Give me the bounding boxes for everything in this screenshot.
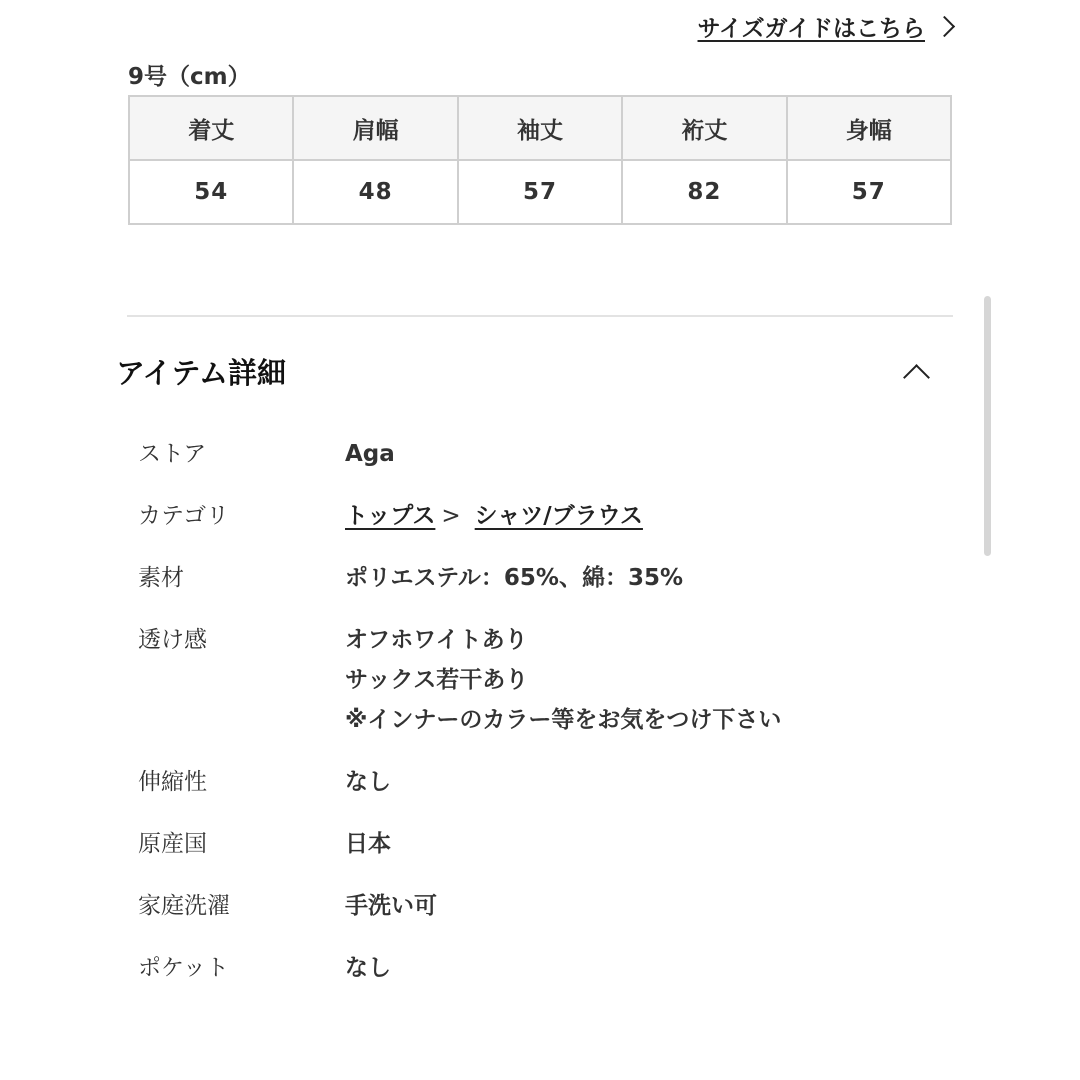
detail-row-store (138, 434, 938, 474)
detail-value: なし (345, 955, 391, 981)
detail-value: Aga (345, 441, 395, 467)
detail-value: 手洗い可 (345, 893, 437, 919)
size-table-value-row (129, 160, 951, 224)
size-header-yuki: 裄丈 (622, 96, 786, 160)
detail-value: 日本 (345, 831, 391, 857)
item-details-title: アイテム詳細 (116, 355, 286, 390)
detail-label: 家庭洗濯 (138, 893, 230, 919)
category-link-tops[interactable]: トップス (345, 503, 436, 529)
size-header-length: 着丈 (129, 96, 293, 160)
detail-value: ポリエステル：65%、綿：35% (345, 565, 684, 591)
detail-label: 伸縮性 (138, 769, 207, 795)
size-header-width: 身幅 (787, 96, 951, 160)
size-header-sleeve: 袖丈 (458, 96, 622, 160)
size-value-sleeve: 57 (458, 160, 622, 224)
item-details-list (138, 434, 938, 1010)
detail-row-material (138, 558, 938, 598)
section-divider (127, 315, 953, 317)
detail-row-stretch (138, 762, 938, 802)
detail-value-line: ※インナーのカラー等をお気をつけ下さい (345, 707, 782, 733)
detail-label: ストア (138, 441, 207, 467)
size-table (128, 95, 952, 225)
size-caption: 9号（cm） (128, 64, 251, 90)
size-value-length: 54 (129, 160, 293, 224)
chevron-right-icon (934, 16, 955, 37)
category-separator: > (441, 503, 461, 529)
detail-row-sheerness (138, 620, 938, 740)
size-table-header-row (129, 96, 951, 160)
item-details-toggle[interactable] (116, 345, 936, 397)
detail-value (345, 496, 643, 536)
detail-value: なし (345, 769, 391, 795)
size-value-width: 57 (787, 160, 951, 224)
size-guide-link[interactable] (698, 10, 956, 43)
detail-row-washing (138, 886, 938, 926)
detail-value (345, 620, 781, 740)
category-link-shirts[interactable]: シャツ/ブラウス (474, 503, 643, 529)
scrollbar-thumb[interactable] (984, 296, 991, 556)
detail-label: 透け感 (138, 627, 207, 653)
detail-row-category (138, 496, 938, 536)
detail-value-line: オフホワイトあり (345, 627, 528, 653)
size-value-yuki: 82 (622, 160, 786, 224)
detail-label: カテゴリ (138, 503, 230, 529)
detail-label: 素材 (138, 565, 184, 591)
detail-row-pocket (138, 948, 938, 988)
detail-value-line: サックス若干あり (345, 667, 529, 693)
chevron-up-icon[interactable] (903, 364, 930, 391)
detail-label: ポケット (138, 955, 229, 981)
size-value-shoulder: 48 (293, 160, 457, 224)
detail-row-origin (138, 824, 938, 864)
size-header-shoulder: 肩幅 (293, 96, 457, 160)
detail-label: 原産国 (138, 831, 207, 857)
size-guide-label[interactable]: サイズガイドはこちら (697, 16, 925, 42)
